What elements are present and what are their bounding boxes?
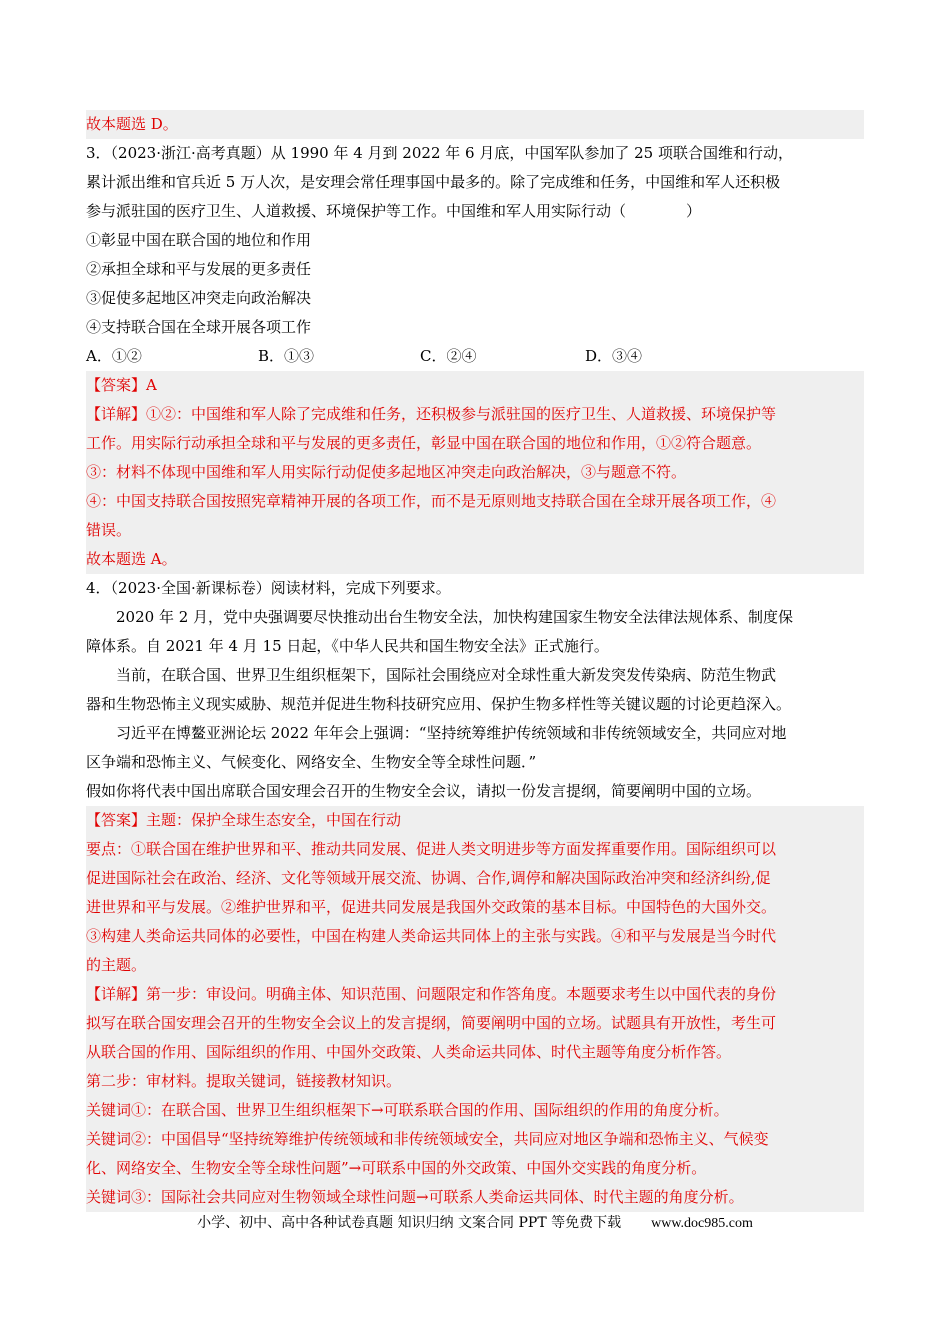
q4-stem: 4．（2023·全国·新课标卷）阅读材料，完成下列要求。: [86, 579, 451, 597]
q3-item: ③促使多起地区冲突走向政治解决: [86, 289, 312, 307]
q4-task: 假如你将代表中国出席联合国安理会召开的生物安全会议，请拟一份发言提纲，简要阐明中国的立场。: [86, 782, 762, 800]
q3-item: ②承担全球和平与发展的更多责任: [86, 260, 312, 278]
q4-explanation-line: 关键词③：国际社会共同应对生物领域全球性问题→可联系人类命运共同体、时代主题的角度分析。: [86, 1188, 744, 1206]
q4-material-line: 器和生物恐怖主义现实威胁、规范并促进生物科技研究应用、保护生物多样性等关键议题的讨论更趋深入。: [86, 695, 792, 713]
q3-answer: 【答案】A: [86, 376, 157, 394]
q3-option-b: B．①③: [258, 347, 315, 365]
q4-answer-line: 要点：①联合国在维护世界和平、推动共同发展、促进人类文明进步等方面发挥重要作用。国际组织可以: [86, 840, 777, 858]
q4-answer-line: ③构建人类命运共同体的必要性，中国在构建人类命运共同体上的主张与实践。④和平与发展是当今时代: [86, 927, 777, 945]
q4-explanation-line: 【详解】第一步：审设问。明确主体、知识范围、问题限定和作答角度。本题要求考生以中国代表的身份: [86, 985, 777, 1003]
question-4: [86, 574, 864, 1212]
q4-answer-line: 进世界和平与发展。②维护世界和平，促进共同发展是我国外交政策的基本目标。中国特色的大国外交。: [86, 898, 777, 916]
q3-explanation-line: 【详解】①②：中国维和军人除了完成维和任务，还积极参与派驻国的医疗卫生、人道救援、环境保护等: [86, 405, 777, 423]
q4-explanation-line: 第二步：审材料。提取关键词，链接教材知识。: [86, 1072, 402, 1090]
q4-material-line: 障体系。自 2021 年 4 月 15 日起，《中华人民共和国生物安全法》正式施行。: [86, 637, 609, 655]
q4-material-line: 2020 年 2 月，党中央强调要尽快推动出台生物安全法，加快构建国家生物安全法律法规体系、制度保: [116, 608, 794, 626]
q3-stem-line: 累计派出维和官兵近 5 万人次，是安理会常任理事国中最多的。除了完成维和任务，中国维和军人还积极: [86, 173, 781, 191]
q4-answer-line: 促进国际社会在政治、经济、文化等领域开展交流、协调、合作,调停和解决国际政治冲突和经济纠纷,促: [86, 869, 771, 887]
q4-explanation-line: 拟写在联合国安理会召开的生物安全会议上的发言提纲，简要阐明中国的立场。试题具有开放性，考生可: [86, 1014, 777, 1032]
q4-answer-line: 的主题。: [86, 956, 147, 974]
q3-conclusion: 故本题选 A。: [86, 550, 177, 568]
q4-answer-block: [86, 806, 864, 1212]
q3-option-a: A．①②: [86, 347, 142, 365]
q3-explanation-line: 工作。用实际行动承担全球和平与发展的更多责任，彰显中国在联合国的地位和作用，①②符合题意。: [86, 434, 762, 452]
q3-option-d: D．③④: [585, 347, 643, 365]
footer-site-link[interactable]: www.doc985.com: [651, 1216, 753, 1231]
q3-option-c: C．②④: [420, 347, 477, 365]
q4-answer-line: 【答案】主题：保护全球生态安全，中国在行动: [86, 811, 402, 829]
q3-item: ①彰显中国在联合国的地位和作用: [86, 231, 312, 249]
q2-conclusion: 故本题选 D。: [86, 110, 864, 139]
q3-explanation-line: ③：材料不体现中国维和军人用实际行动促使多起地区冲突走向政治解决，③与题意不符。: [86, 463, 687, 481]
q3-stem-line: 参与派驻国的医疗卫生、人道救援、环境保护等工作。中国维和军人用实际行动（ ）: [86, 202, 702, 220]
q3-options: [86, 342, 864, 371]
q4-explanation-line: 从联合国的作用、国际组织的作用、中国外交政策、人类命运共同体、时代主题等角度分析作答。: [86, 1043, 732, 1061]
q3-stem-line: 3．（2023·浙江·高考真题）从 1990 年 4 月到 2022 年 6 月底，中国军队参加了 25 项联合国维和行动，: [86, 144, 793, 162]
q3-explanation-line: 错误。: [86, 521, 132, 539]
document-page: [86, 110, 864, 1212]
question-3: [86, 139, 864, 574]
q4-explanation-line: 关键词①：在联合国、世界卫生组织框架下→可联系联合国的作用、国际组织的作用的角度分析。: [86, 1101, 729, 1119]
q3-explanation-line: ④：中国支持联合国按照宪章精神开展的各项工作，而不是无原则地支持联合国在全球开展各项工作，④: [86, 492, 777, 510]
footer-text: 小学、初中、高中各种试卷真题 知识归纳 文案合同 PPT 等免费下载: [197, 1215, 622, 1231]
q3-item: ④支持联合国在全球开展各项工作: [86, 318, 312, 336]
page-footer: [0, 1212, 950, 1235]
q4-material-line: 习近平在博鳌亚洲论坛 2022 年年会上强调：“坚持统筹维护传统领域和非传统领域安全，共同应对地: [116, 724, 787, 742]
q3-answer-block: [86, 371, 864, 574]
q4-material-line: 区争端和恐怖主义、气候变化、网络安全、生物安全等全球性问题．”: [86, 753, 537, 771]
q4-explanation-line: 关键词②：中国倡导“坚持统筹维护传统领域和非传统领域安全，共同应对地区争端和恐怖主义、气候变: [86, 1130, 769, 1148]
q4-explanation-line: 化、网络安全、生物安全等全球性问题”→可联系中国的外交政策、中国外交实践的角度分析。: [86, 1159, 707, 1177]
q4-material-line: 当前，在联合国、世界卫生组织框架下，国际社会围绕应对全球性重大新发突发传染病、防范生物武: [116, 666, 777, 684]
